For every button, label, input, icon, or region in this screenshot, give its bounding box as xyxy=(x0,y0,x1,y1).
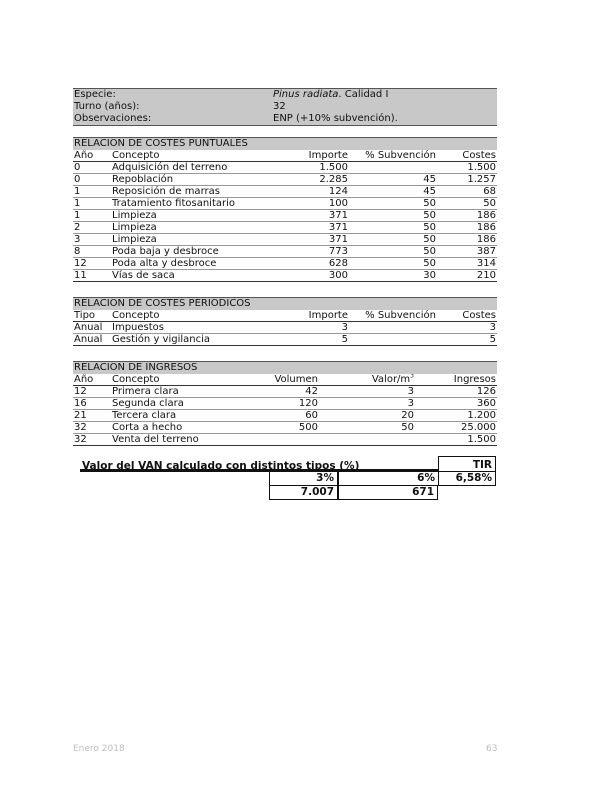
table-cell: 387 xyxy=(437,246,497,258)
table-cell: Anual xyxy=(73,322,111,334)
table-cell: 210 xyxy=(437,270,497,282)
table-cell: 628 xyxy=(261,258,349,270)
table-cell: 186 xyxy=(437,234,497,246)
table-row xyxy=(73,246,497,258)
table-cell: 50 xyxy=(349,234,437,246)
table-cell: Primera clara xyxy=(111,386,219,398)
observations-label: Observaciones: xyxy=(74,113,152,124)
table-row xyxy=(73,174,497,186)
table-cell: 20 xyxy=(319,410,415,422)
table-row xyxy=(73,162,497,174)
point-costs-title: RELACION DE COSTES PUNTUALES xyxy=(73,137,497,150)
table-header-row xyxy=(73,150,497,162)
table-cell: 3 xyxy=(261,322,349,334)
table-cell: 360 xyxy=(415,398,497,410)
table-row xyxy=(73,410,497,422)
rate-6-cell: 6% xyxy=(338,472,438,486)
observations-value: ENP (+10% subvención). xyxy=(273,113,398,124)
table-cell: 50 xyxy=(349,258,437,270)
col-costs: Costes xyxy=(437,310,497,322)
table-cell: Tercera clara xyxy=(111,410,219,422)
observations-row xyxy=(73,113,497,125)
point-costs-table xyxy=(73,150,497,282)
table-row xyxy=(73,234,497,246)
table-cell: Corta a hecho xyxy=(111,422,219,434)
table-cell: 42 xyxy=(219,386,319,398)
table-cell: Limpieza xyxy=(111,234,261,246)
table-cell: 32 xyxy=(73,434,111,446)
col-type: Tipo xyxy=(73,310,111,322)
table-cell: Anual xyxy=(73,334,111,346)
table-cell: 773 xyxy=(261,246,349,258)
col-concept: Concepto xyxy=(111,310,261,322)
table-cell: Poda alta y desbroce xyxy=(111,258,261,270)
table-cell: 3 xyxy=(319,386,415,398)
table-row xyxy=(73,270,497,282)
table-cell: Gestión y vigilancia xyxy=(111,334,261,346)
point-costs-section xyxy=(73,137,497,282)
table-cell: 126 xyxy=(415,386,497,398)
col-volume: Volumen xyxy=(219,374,319,386)
income-table xyxy=(73,374,497,446)
table-cell: 32 xyxy=(73,422,111,434)
turno-label: Turno (años): xyxy=(74,101,140,112)
table-cell: 371 xyxy=(261,210,349,222)
table-cell: Repoblación xyxy=(111,174,261,186)
table-cell xyxy=(219,434,319,446)
table-cell: 1.500 xyxy=(415,434,497,446)
species-row xyxy=(73,89,497,101)
col-income: Ingresos xyxy=(415,374,497,386)
table-cell: Limpieza xyxy=(111,222,261,234)
species-name: Pinus radiata xyxy=(273,89,339,100)
table-cell: 50 xyxy=(349,222,437,234)
table-header-row xyxy=(73,374,497,386)
tir-value: 6,58% xyxy=(438,472,496,486)
van-value-3: 7.007 xyxy=(269,486,338,500)
periodic-costs-title: RELACION DE COSTES PERIODICOS xyxy=(73,297,497,310)
table-cell xyxy=(349,162,437,174)
species-label: Especie: xyxy=(74,89,116,100)
table-cell: 186 xyxy=(437,210,497,222)
table-cell xyxy=(319,434,415,446)
table-cell: 186 xyxy=(437,222,497,234)
table-cell: 371 xyxy=(261,234,349,246)
table-cell: 1.200 xyxy=(415,410,497,422)
table-cell: 100 xyxy=(261,198,349,210)
species-value xyxy=(273,89,497,101)
table-cell: Vías de saca xyxy=(111,270,261,282)
table-cell: 2.285 xyxy=(261,174,349,186)
tir-label: TIR xyxy=(438,456,496,472)
table-cell: Limpieza xyxy=(111,210,261,222)
turno-value: 32 xyxy=(273,101,286,112)
table-cell: 12 xyxy=(73,386,111,398)
table-cell: 1.500 xyxy=(261,162,349,174)
table-cell xyxy=(349,334,437,346)
table-cell: Reposición de marras xyxy=(111,186,261,198)
table-cell: Adquisición del terreno xyxy=(111,162,261,174)
col-concept: Concepto xyxy=(111,150,261,162)
col-concept: Concepto xyxy=(111,374,219,386)
table-cell: 500 xyxy=(219,422,319,434)
table-cell: 3 xyxy=(437,322,497,334)
col-amount: Importe xyxy=(261,150,349,162)
table-row xyxy=(73,322,497,334)
table-row xyxy=(73,386,497,398)
table-cell: 30 xyxy=(349,270,437,282)
van-summary xyxy=(80,456,496,500)
table-cell: 0 xyxy=(73,162,111,174)
table-row xyxy=(73,422,497,434)
table-cell: 60 xyxy=(219,410,319,422)
table-cell: 124 xyxy=(261,186,349,198)
table-cell: 12 xyxy=(73,258,111,270)
table-cell: 314 xyxy=(437,258,497,270)
table-row xyxy=(73,186,497,198)
species-info xyxy=(73,88,497,126)
table-cell: 5 xyxy=(261,334,349,346)
table-row xyxy=(73,198,497,210)
table-cell: 11 xyxy=(73,270,111,282)
table-cell: 3 xyxy=(319,398,415,410)
table-cell xyxy=(349,322,437,334)
periodic-costs-section xyxy=(73,297,497,346)
table-cell: 21 xyxy=(73,410,111,422)
table-cell: 0 xyxy=(73,174,111,186)
table-cell: 25.000 xyxy=(415,422,497,434)
van-values-row xyxy=(80,486,496,500)
col-subsidy: % Subvención xyxy=(349,150,437,162)
table-cell: 1.257 xyxy=(437,174,497,186)
table-cell: 120 xyxy=(219,398,319,410)
table-cell: 2 xyxy=(73,222,111,234)
table-cell: 1.500 xyxy=(437,162,497,174)
col-year: Año xyxy=(73,150,111,162)
table-cell: Tratamiento fitosanitario xyxy=(111,198,261,210)
table-row xyxy=(73,222,497,234)
table-cell: Segunda clara xyxy=(111,398,219,410)
col-subsidy: % Subvención xyxy=(349,310,437,322)
van-rates-row xyxy=(80,472,496,486)
table-row xyxy=(73,334,497,346)
table-cell: 3 xyxy=(73,234,111,246)
table-cell: 1 xyxy=(73,198,111,210)
page-number: 63 xyxy=(486,744,498,754)
turno-row xyxy=(73,101,497,113)
van-title: Valor del VAN calculado con distintos tipos (%) xyxy=(80,456,438,472)
table-cell: 50 xyxy=(319,422,415,434)
species-quality: . Calidad I xyxy=(338,89,389,100)
table-cell: 50 xyxy=(349,198,437,210)
col-value-m3 xyxy=(319,374,415,386)
table-cell: Impuestos xyxy=(111,322,261,334)
van-value-6: 671 xyxy=(338,486,438,500)
table-cell: Poda baja y desbroce xyxy=(111,246,261,258)
cubic-superscript: 3 xyxy=(410,374,414,380)
table-row xyxy=(73,210,497,222)
periodic-costs-table xyxy=(73,310,497,346)
col-year: Año xyxy=(73,374,111,386)
table-header-row xyxy=(73,310,497,322)
income-section xyxy=(73,361,497,446)
footer-date: Enero 2018 xyxy=(73,744,125,754)
col-amount: Importe xyxy=(261,310,349,322)
table-cell: 5 xyxy=(437,334,497,346)
table-cell: 8 xyxy=(73,246,111,258)
table-cell: 371 xyxy=(261,222,349,234)
table-cell: 1 xyxy=(73,210,111,222)
table-cell: 50 xyxy=(437,198,497,210)
income-title: RELACION DE INGRESOS xyxy=(73,361,497,374)
col-costs: Costes xyxy=(437,150,497,162)
table-row xyxy=(73,258,497,270)
table-row xyxy=(73,398,497,410)
table-cell: 68 xyxy=(437,186,497,198)
van-header xyxy=(80,456,496,472)
rate-3-cell: 3% xyxy=(269,472,338,486)
table-cell: Venta del terreno xyxy=(111,434,219,446)
table-cell: 50 xyxy=(349,246,437,258)
table-cell: 45 xyxy=(349,174,437,186)
table-cell: 50 xyxy=(349,210,437,222)
table-cell: 300 xyxy=(261,270,349,282)
table-row xyxy=(73,434,497,446)
table-cell: 1 xyxy=(73,186,111,198)
value-m3-label: Valor/m xyxy=(371,374,411,385)
table-cell: 16 xyxy=(73,398,111,410)
table-cell: 45 xyxy=(349,186,437,198)
